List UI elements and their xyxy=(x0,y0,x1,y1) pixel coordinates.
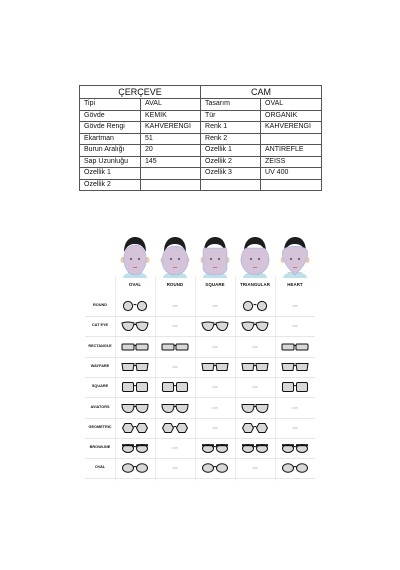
frame-type-label: GEOMETRIC xyxy=(88,424,112,429)
not-applicable-mark: n/a xyxy=(172,304,178,308)
frame-type-label: SQUARE xyxy=(91,384,109,389)
glasses-aviators-icon xyxy=(235,400,275,416)
spec-value: OVAL xyxy=(261,99,322,111)
glasses-browline-icon xyxy=(195,440,235,456)
frame-row xyxy=(85,337,315,358)
not-applicable-mark: n/a xyxy=(292,425,298,430)
spec-value: 20 xyxy=(141,145,201,157)
spec-table xyxy=(79,85,322,191)
face-shape-chart xyxy=(85,232,315,484)
spec-label: Ekartman xyxy=(80,133,141,145)
glasses-cat-eye-icon xyxy=(195,318,235,334)
glasses-wayfare-icon xyxy=(115,359,155,375)
spec-row xyxy=(80,110,322,122)
spec-value: KAHVERENGİ xyxy=(261,122,322,134)
frame-type-label: ROUND xyxy=(93,303,107,307)
spec-row xyxy=(80,145,322,157)
glasses-browline-icon xyxy=(235,440,275,456)
frame-type-label: OVAL xyxy=(94,465,106,470)
frame-row xyxy=(85,398,315,419)
spec-label: Özellik 3 xyxy=(201,168,261,180)
frame-type-label: AVIATORS xyxy=(90,404,110,409)
face-shape-label: ROUND xyxy=(166,282,184,287)
glasses-rectangle-icon xyxy=(115,339,155,355)
frame-row xyxy=(85,316,315,337)
spec-value xyxy=(141,179,201,191)
spec-value xyxy=(261,133,322,145)
not-applicable-mark: n/a xyxy=(172,466,178,471)
spec-label: Özellik 1 xyxy=(80,168,141,180)
not-applicable-mark: n/a xyxy=(292,324,298,329)
glasses-round-icon xyxy=(235,298,275,314)
spec-label: Özellik 1 xyxy=(201,145,261,157)
frame-type-label: CAT EYE xyxy=(91,323,109,328)
lens-header: CAM xyxy=(201,86,322,99)
glasses-cat-eye-icon xyxy=(235,318,275,334)
glasses-cat-eye-icon xyxy=(115,318,155,334)
glasses-wayfare-icon xyxy=(275,359,315,375)
glasses-rectangle-icon xyxy=(275,339,315,355)
not-applicable-mark: n/a xyxy=(252,466,258,471)
frame-header: ÇERÇEVE xyxy=(80,86,201,99)
frame-type-label: BROWLINE xyxy=(89,445,111,450)
spec-label: Özellik 2 xyxy=(201,156,261,168)
glasses-wayfare-icon xyxy=(195,359,235,375)
frame-row xyxy=(85,418,315,439)
not-applicable-mark: n/a xyxy=(212,344,218,349)
glasses-browline-icon xyxy=(115,440,155,456)
spec-row xyxy=(80,156,322,168)
spec-label xyxy=(201,179,261,191)
spec-value: 145 xyxy=(141,156,201,168)
not-applicable-mark: n/a xyxy=(212,425,218,430)
glasses-browline-icon xyxy=(275,440,315,456)
spec-row xyxy=(80,122,322,134)
spec-row xyxy=(80,179,322,191)
glasses-geometric-icon xyxy=(235,420,275,436)
spec-label: Renk 2 xyxy=(201,133,261,145)
not-applicable-mark: n/a xyxy=(212,385,218,390)
spec-value xyxy=(141,168,201,180)
glasses-square-icon xyxy=(115,379,155,395)
glasses-rectangle-icon xyxy=(155,339,195,355)
glasses-aviators-icon xyxy=(115,400,155,416)
glasses-oval-icon xyxy=(195,460,235,476)
frame-type-label: RECTANGLE xyxy=(88,343,112,348)
face-square-illustration xyxy=(193,232,237,278)
glasses-oval-icon xyxy=(275,460,315,476)
spec-row xyxy=(80,133,322,145)
face-shape-label: SQUARE xyxy=(205,282,225,287)
not-applicable-mark: n/a xyxy=(172,446,178,451)
spec-row xyxy=(80,99,322,111)
not-applicable-mark: n/a xyxy=(212,405,218,410)
spec-label: Burun Aralığı xyxy=(80,145,141,157)
glasses-square-icon xyxy=(155,379,195,395)
glasses-aviators-icon xyxy=(155,400,195,416)
spec-label: Gövde xyxy=(80,110,141,122)
spec-value: KAHVERENGİ xyxy=(141,122,201,134)
face-shape-label: OVAL xyxy=(128,282,142,287)
frame-row xyxy=(85,377,315,398)
not-applicable-mark: n/a xyxy=(252,385,258,390)
frame-row xyxy=(85,438,315,459)
not-applicable-mark: n/a xyxy=(292,304,298,308)
spec-value: ORGANİK xyxy=(261,110,322,122)
glasses-geometric-icon xyxy=(155,420,195,436)
not-applicable-mark: n/a xyxy=(252,344,258,349)
face-round-illustration xyxy=(153,232,197,278)
spec-value xyxy=(261,179,322,191)
spec-label: Gövde Rengi xyxy=(80,122,141,134)
glasses-oval-icon xyxy=(115,460,155,476)
not-applicable-mark: n/a xyxy=(292,405,298,410)
spec-label: Tasarım xyxy=(201,99,261,111)
face-triangular-illustration xyxy=(233,232,277,278)
spec-value: AVAL xyxy=(141,99,201,111)
spec-value: ZEISS xyxy=(261,156,322,168)
glasses-wayfare-icon xyxy=(235,359,275,375)
spec-row xyxy=(80,168,322,180)
not-applicable-mark: n/a xyxy=(172,364,178,369)
face-shape-label: HEART xyxy=(287,282,303,287)
spec-label: Renk 1 xyxy=(201,122,261,134)
spec-label: Tipi xyxy=(80,99,141,111)
face-shape-label: TRIANGULAR xyxy=(239,282,271,287)
spec-value: 51 xyxy=(141,133,201,145)
glasses-round-icon xyxy=(115,298,155,314)
glasses-geometric-icon xyxy=(115,420,155,436)
spec-value: KEMİK xyxy=(141,110,201,122)
frame-row xyxy=(85,357,315,378)
frame-type-label: WAYFARE xyxy=(90,363,110,368)
frame-row xyxy=(85,296,315,317)
not-applicable-mark: n/a xyxy=(212,304,218,308)
frame-row xyxy=(85,458,315,479)
spec-label: Tür xyxy=(201,110,261,122)
spec-value: ANTİREFLE xyxy=(261,145,322,157)
spec-label: Özellik 2 xyxy=(80,179,141,191)
spec-value: UV 400 xyxy=(261,168,322,180)
face-oval-illustration xyxy=(113,232,157,278)
not-applicable-mark: n/a xyxy=(172,324,178,329)
glasses-square-icon xyxy=(275,379,315,395)
face-heart-illustration xyxy=(273,232,317,278)
spec-label: Sap Uzunluğu xyxy=(80,156,141,168)
